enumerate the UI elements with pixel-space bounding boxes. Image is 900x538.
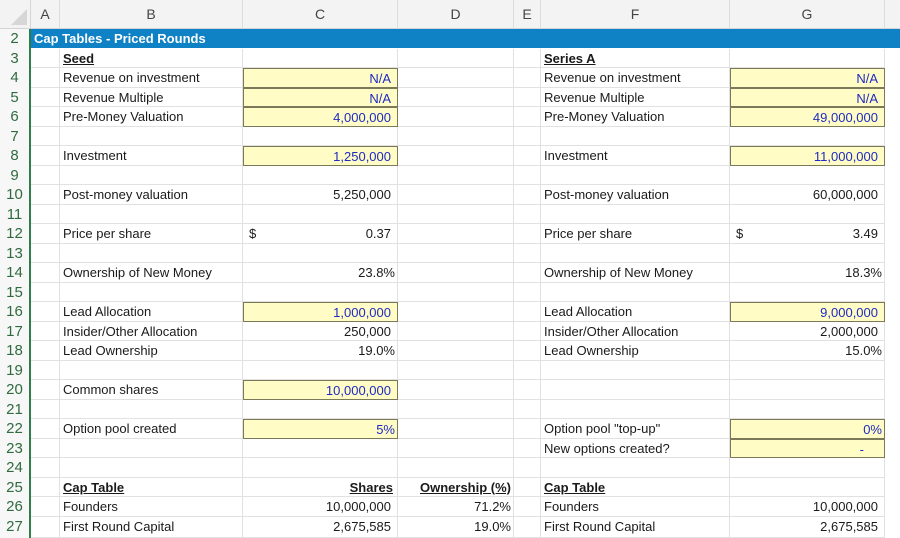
cell-e13[interactable] [514,244,541,264]
row-header[interactable]: 24 [6,459,23,476]
seed-cap-row-ownership[interactable]: 19.0% [398,517,514,538]
column-header-d[interactable]: D [398,0,514,29]
column-header-f[interactable]: F [541,0,730,29]
price-value: 3.49 [852,226,878,241]
cell-d21[interactable] [398,400,514,420]
cell-g9[interactable] [730,166,885,186]
grid-row-27 [31,517,900,538]
series-a-ownership-new-money-label[interactable]: Ownership of New Money [541,263,730,283]
grid-row-12 [31,224,900,244]
cell-d16[interactable] [398,302,514,322]
series-a-pre-money-label[interactable]: Pre-Money Valuation [541,107,730,127]
cell-a23[interactable] [31,439,60,459]
grid-row-9 [31,166,900,186]
seed-pre-money-label[interactable]: Pre-Money Valuation [60,107,243,127]
cell-f9[interactable] [541,166,730,186]
series-a-ownership-new-money-value[interactable]: 18.3% [730,263,885,283]
title-banner[interactable]: Cap Tables - Priced Rounds [31,29,900,48]
cell-a6[interactable] [31,107,60,127]
cell-e27[interactable] [514,517,541,538]
row-header[interactable]: 27 [6,517,23,535]
column-header-c[interactable]: C [243,0,398,29]
grid-row-6 [31,107,900,127]
row-header[interactable]: 13 [6,244,23,262]
cell-d7[interactable] [398,127,514,147]
seed-post-money-label[interactable]: Post-money valuation [60,185,243,205]
seed-shares-header[interactable]: Shares [243,478,398,498]
cell-d12[interactable] [398,224,514,244]
seed-cap-row-name[interactable]: First Round Capital [60,517,243,538]
row-header[interactable]: 16 [6,303,23,320]
cell-g7[interactable] [730,127,885,147]
seed-cap-row-shares[interactable]: 2,675,585 [243,517,398,538]
cell-c19[interactable] [243,361,398,381]
row-header[interactable]: 14 [6,264,23,281]
series-a-revenue-on-investment-input[interactable]: N/A [730,68,885,88]
cell-a22[interactable] [31,419,60,439]
cell-d13[interactable] [398,244,514,264]
cell-a5[interactable] [31,88,60,108]
row-header[interactable]: 22 [6,420,23,437]
cell-a26[interactable] [31,497,60,517]
cell-d6[interactable] [398,107,514,127]
cell-g25[interactable] [730,478,885,498]
price-value: 0.37 [365,226,391,241]
cell-d17[interactable] [398,322,514,342]
series-a-option-pool-topup-label[interactable]: Option pool "top-up" [541,419,730,439]
currency-symbol: $ [736,226,744,241]
series-a-title[interactable]: Series A [541,49,730,69]
seed-investment-label[interactable]: Investment [60,146,243,166]
cell-b7[interactable] [60,127,243,147]
row-header[interactable]: 18 [6,342,23,359]
column-header-h[interactable] [885,0,900,29]
row-header[interactable]: 12 [6,225,23,242]
cell-e25[interactable] [514,478,541,498]
row-header[interactable]: 23 [6,439,23,457]
cell-e20[interactable] [514,380,541,400]
cell-f19[interactable] [541,361,730,381]
grid-row-14 [31,263,900,283]
row-header[interactable]: 3 [10,49,19,67]
series-a-pre-money-input[interactable]: 49,000,000 [730,107,885,127]
cell-g11[interactable] [730,205,885,225]
cell-e16[interactable] [514,302,541,322]
seed-ownership-new-money-label[interactable]: Ownership of New Money [60,263,243,283]
cell-e6[interactable] [514,107,541,127]
cell-b23[interactable] [60,439,243,459]
series-a-lead-ownership-label[interactable]: Lead Ownership [541,341,730,361]
cell-f13[interactable] [541,244,730,264]
cell-e11[interactable] [514,205,541,225]
series-a-investment-input[interactable]: 11,000,000 [730,146,885,166]
series-a-lead-ownership-value[interactable]: 15.0% [730,341,885,361]
grid-row-7 [31,127,900,147]
series-a-insider-allocation-value[interactable]: 2,000,000 [730,322,885,342]
grid-row-18 [31,341,900,361]
cell-f7[interactable] [541,127,730,147]
cell-a7[interactable] [31,127,60,147]
cell-e9[interactable] [514,166,541,186]
cell-a27[interactable] [31,517,60,538]
cell-b11[interactable] [60,205,243,225]
grid-row-22 [31,419,900,439]
cell-g3[interactable] [730,49,885,69]
cell-a18[interactable] [31,341,60,361]
cell-c21[interactable] [243,400,398,420]
row-header[interactable]: 26 [6,498,23,515]
cell-d14[interactable] [398,263,514,283]
grid-row-24 [31,458,900,478]
cell-c24[interactable] [243,458,398,478]
seed-lead-allocation-input[interactable]: 1,000,000 [243,302,398,322]
row-header-bar [0,29,31,538]
grid-row-21 [31,400,900,420]
series-a-lead-allocation-label[interactable]: Lead Allocation [541,302,730,322]
grid-row-16 [31,302,900,322]
row-header[interactable]: 17 [6,322,23,340]
grid-row-13 [31,244,900,264]
seed-price-per-share-value[interactable] [243,224,398,244]
series-a-revenue-multiple-label[interactable]: Revenue Multiple [541,88,730,108]
cell-a11[interactable] [31,205,60,225]
cell-e24[interactable] [514,458,541,478]
cell-e10[interactable] [514,185,541,205]
seed-ownership-new-money-value[interactable]: 23.8% [243,263,398,283]
cell-e19[interactable] [514,361,541,381]
series-a-insider-allocation-label[interactable]: Insider/Other Allocation [541,322,730,342]
cell-d11[interactable] [398,205,514,225]
cell-b24[interactable] [60,458,243,478]
grid-row-23 [31,439,900,459]
cell-e15[interactable] [514,283,541,303]
cell-g19[interactable] [730,361,885,381]
series-a-cap-row-shares[interactable]: 10,000,000 [730,497,885,517]
cell-e18[interactable] [514,341,541,361]
seed-common-shares-label[interactable]: Common shares [60,380,243,400]
cell-a3[interactable] [31,49,60,69]
seed-lead-ownership-label[interactable]: Lead Ownership [60,341,243,361]
cell-c15[interactable] [243,283,398,303]
grid-row-26 [31,497,900,517]
cell-a16[interactable] [31,302,60,322]
cell-g21[interactable] [730,400,885,420]
column-header-g[interactable]: G [730,0,885,29]
column-header-a[interactable]: A [31,0,60,29]
cell-a8[interactable] [31,146,60,166]
cell-a20[interactable] [31,380,60,400]
grid-row-8 [31,146,900,166]
seed-insider-allocation-value[interactable]: 250,000 [243,322,398,342]
cell-a13[interactable] [31,244,60,264]
seed-cap-table-title[interactable]: Cap Table [60,478,243,498]
grid-row-19 [31,361,900,381]
seed-common-shares-input[interactable]: 10,000,000 [243,380,398,400]
seed-revenue-on-investment-input[interactable]: N/A [243,68,398,88]
seed-lead-ownership-value[interactable]: 19.0% [243,341,398,361]
cell-g15[interactable] [730,283,885,303]
cell-d15[interactable] [398,283,514,303]
column-header-bar [31,0,900,29]
seed-post-money-value[interactable]: 5,250,000 [243,185,398,205]
cell-f20[interactable] [541,380,730,400]
cell-d22[interactable] [398,419,514,439]
series-a-cap-table-title[interactable]: Cap Table [541,478,730,498]
cell-g24[interactable] [730,458,885,478]
seed-pre-money-input[interactable]: 4,000,000 [243,107,398,127]
cell-d4[interactable] [398,68,514,88]
grid-row-17 [31,322,900,342]
series-a-investment-label[interactable]: Investment [541,146,730,166]
row-header[interactable]: 4 [10,69,19,86]
cell-e17[interactable] [514,322,541,342]
cell-f21[interactable] [541,400,730,420]
cell-d9[interactable] [398,166,514,186]
seed-revenue-on-investment-label[interactable]: Revenue on investment [60,68,243,88]
cell-e7[interactable] [514,127,541,147]
series-a-cap-row-name[interactable]: First Round Capital [541,517,730,538]
cell-c9[interactable] [243,166,398,186]
cell-b13[interactable] [60,244,243,264]
series-a-cap-row-name[interactable]: Founders [541,497,730,517]
row-header[interactable]: 9 [10,166,19,184]
seed-option-pool-label[interactable]: Option pool created [60,419,243,439]
cell-a21[interactable] [31,400,60,420]
series-a-price-per-share-label[interactable]: Price per share [541,224,730,244]
cell-e23[interactable] [514,439,541,459]
grid-row-10 [31,185,900,205]
cell-a14[interactable] [31,263,60,283]
seed-ownership-header[interactable]: Ownership (%) [398,478,514,498]
cell-f24[interactable] [541,458,730,478]
cell-d23[interactable] [398,439,514,459]
cell-d24[interactable] [398,458,514,478]
row-header[interactable]: 8 [10,147,19,164]
cell-e22[interactable] [514,419,541,439]
cell-f11[interactable] [541,205,730,225]
grid-row-11 [31,205,900,225]
cell-d18[interactable] [398,341,514,361]
seed-investment-input[interactable]: 1,250,000 [243,146,398,166]
seed-lead-allocation-label[interactable]: Lead Allocation [60,302,243,322]
cell-d8[interactable] [398,146,514,166]
cell-g13[interactable] [730,244,885,264]
grid-row-15 [31,283,900,303]
cell-d3[interactable] [398,49,514,69]
cell-b9[interactable] [60,166,243,186]
cell-g20[interactable] [730,380,885,400]
seed-insider-allocation-label[interactable]: Insider/Other Allocation [60,322,243,342]
cell-a9[interactable] [31,166,60,186]
cell-e12[interactable] [514,224,541,244]
cell-a17[interactable] [31,322,60,342]
row-header[interactable]: 11 [6,205,23,223]
cell-e8[interactable] [514,146,541,166]
cell-c13[interactable] [243,244,398,264]
row-header[interactable]: 21 [6,400,23,418]
row-header[interactable]: 5 [10,88,19,106]
grid-row-25 [31,478,900,498]
series-a-cap-row-shares[interactable]: 2,675,585 [730,517,885,538]
series-a-lead-allocation-input[interactable]: 9,000,000 [730,302,885,322]
seed-cap-row-shares[interactable]: 10,000,000 [243,497,398,517]
select-all-corner[interactable] [0,0,31,29]
cell-a10[interactable] [31,185,60,205]
cell-e5[interactable] [514,88,541,108]
row-header[interactable]: 25 [6,478,23,496]
cell-d19[interactable] [398,361,514,381]
seed-cap-row-ownership[interactable]: 71.2% [398,497,514,517]
seed-revenue-multiple-input[interactable]: N/A [243,88,398,108]
cell-a24[interactable] [31,458,60,478]
seed-title[interactable]: Seed [60,49,243,69]
grid-row-4 [31,68,900,88]
cell-c23[interactable] [243,439,398,459]
cell-d10[interactable] [398,185,514,205]
seed-price-per-share-label[interactable]: Price per share [60,224,243,244]
row-header[interactable]: 6 [10,108,19,125]
row-header[interactable]: 10 [6,186,23,203]
row-header[interactable]: 15 [6,283,23,301]
row-header[interactable]: 2 [10,30,19,47]
seed-cap-row-name[interactable]: Founders [60,497,243,517]
cell-a15[interactable] [31,283,60,303]
row-header[interactable]: 7 [10,127,19,145]
column-header-b[interactable]: B [60,0,243,29]
cell-c3[interactable] [243,49,398,69]
cell-d5[interactable] [398,88,514,108]
cell-e26[interactable] [514,497,541,517]
cell-c11[interactable] [243,205,398,225]
column-header-e[interactable]: E [514,0,541,29]
cell-a19[interactable] [31,361,60,381]
cell-f15[interactable] [541,283,730,303]
cell-a4[interactable] [31,68,60,88]
cell-c7[interactable] [243,127,398,147]
cell-b19[interactable] [60,361,243,381]
series-a-option-pool-topup-input[interactable]: 0% [730,419,885,439]
grid-row-5 [31,88,900,108]
cell-a12[interactable] [31,224,60,244]
currency-symbol: $ [249,226,257,241]
series-a-revenue-on-investment-label[interactable]: Revenue on investment [541,68,730,88]
row-header[interactable]: 20 [6,381,23,398]
series-a-new-options-input[interactable]: - [730,439,885,459]
cell-b21[interactable] [60,400,243,420]
cell-e14[interactable] [514,263,541,283]
series-a-post-money-value[interactable]: 60,000,000 [730,185,885,205]
series-a-post-money-label[interactable]: Post-money valuation [541,185,730,205]
series-a-price-per-share-value[interactable] [730,224,885,244]
seed-option-pool-input[interactable]: 5% [243,419,398,439]
seed-revenue-multiple-label[interactable]: Revenue Multiple [60,88,243,108]
cell-e3[interactable] [514,49,541,69]
row-header[interactable]: 19 [6,361,23,379]
cell-b15[interactable] [60,283,243,303]
cell-a25[interactable] [31,478,60,498]
cell-e4[interactable] [514,68,541,88]
cell-d20[interactable] [398,380,514,400]
series-a-revenue-multiple-input[interactable]: N/A [730,88,885,108]
series-a-new-options-label[interactable]: New options created? [541,439,730,459]
cell-e21[interactable] [514,400,541,420]
grid-row-3 [31,49,900,69]
grid-row-20 [31,380,900,400]
